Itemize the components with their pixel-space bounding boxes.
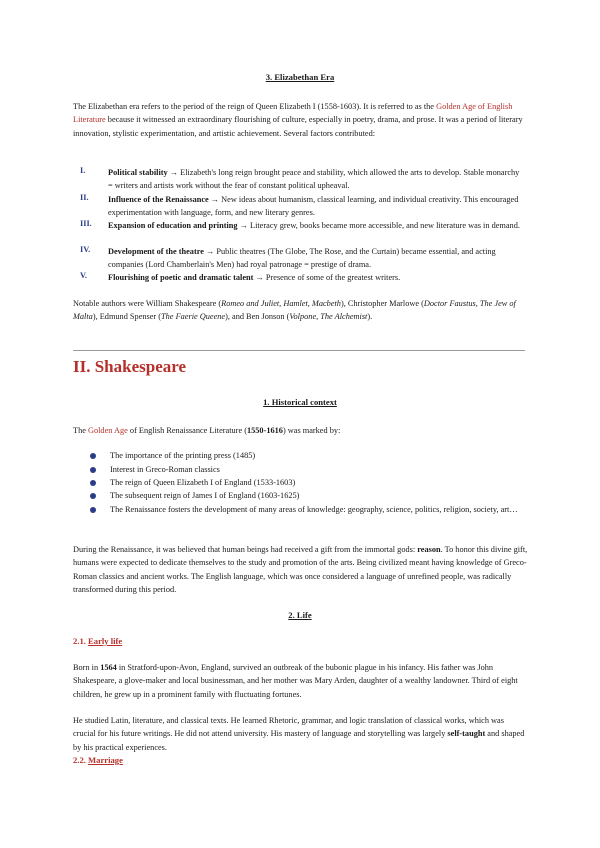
factor-numeral: V. bbox=[80, 271, 87, 280]
list-item: The Renaissance fosters the development of many areas of knowledge: geography, science, politics, religion, society, art… bbox=[110, 505, 518, 514]
list-item: The reign of Queen Elizabeth I of England (1533-1603) bbox=[110, 478, 296, 487]
bullet-dot bbox=[90, 493, 96, 499]
factor-numeral: IV. bbox=[80, 245, 91, 254]
bullet-dot bbox=[90, 467, 96, 473]
list-item: Interest in Greco-Roman classics bbox=[110, 465, 220, 474]
bullet-dot bbox=[90, 480, 96, 486]
factor-item: Development of the theatre → Public theatres (The Globe, The Rose, and the Curtain) became essential, and acting companies (Lord Chamberlain's Men) had royal patronage = prestige of drama. bbox=[108, 247, 496, 270]
factor-item: Flourishing of poetic and dramatic talent → Presence of some of the greatest writers. bbox=[108, 273, 401, 282]
section-heading-life: 2. Life bbox=[288, 610, 312, 620]
chapter-title-shakespeare: II. Shakespeare bbox=[73, 357, 187, 376]
education-paragraph: He studied Latin, literature, and classical texts. He learned Rhetoric, grammar, and logic translation of classical works, which was crucial for his future writings. He did not attend university. His mastery of language and storytelling was largely self-taught and shaped by his practical experiences. bbox=[73, 716, 525, 752]
bullet-dot bbox=[90, 453, 96, 459]
factor-item: Expansion of education and printing → Literacy grew, books became more accessible, and new literature was in demand. bbox=[108, 221, 520, 230]
section-heading-elizabethan-era: 3. Elizabethan Era bbox=[265, 72, 335, 82]
golden-age-highlight: Golden Age bbox=[87, 426, 128, 435]
factor-item: Influence of the Renaissance → New ideas about humanism, classical learning, and individual creativity. This encouraged experimentation with language, form, and new literary genres. bbox=[108, 195, 519, 218]
list-item: The subsequent reign of James I of England (1603-1625) bbox=[110, 491, 300, 500]
factor-item: Political stability → Elizabeth's long reign brought peace and stability, which allowed the arts to develop. Stable monarchy = writers and artists work without the fear of constant political upheaval. bbox=[108, 168, 520, 191]
subsection-heading-early-life: 2.1. Early life bbox=[73, 636, 123, 646]
golden-age-highlight: Golden Age of English Literature bbox=[73, 102, 513, 125]
factor-numeral: III. bbox=[80, 219, 92, 228]
section-heading-historical-context: 1. Historical context bbox=[263, 397, 337, 407]
early-life-paragraph: Born in 1564 in Stratford-upon-Avon, England, survived an outbreak of the bubonic plague in his infancy. His father was John Shakespeare, a glove-maker and local businessman, and her mother was Mary Arden, daughter of a wealthy landowner. Third of eight children, he grew up in a prominent family with fluctuating fortunes. bbox=[73, 663, 518, 699]
factor-numeral: I. bbox=[80, 166, 86, 175]
factor-numeral: II. bbox=[80, 193, 89, 202]
section-divider bbox=[73, 350, 525, 351]
notable-authors-paragraph: Notable authors were William Shakespeare (Romeo and Juliet, Hamlet, Macbeth), Christopher Marlowe (Doctor Faustus, The Jew of Malta), Edmund Spenser (The Faerie Queene), and Ben Jonson (Volpone, The Alchemist). bbox=[73, 299, 516, 322]
historical-intro-paragraph: The Golden Age of English Renaissance Literature (1550-1616) was marked by: bbox=[73, 426, 341, 435]
renaissance-paragraph: During the Renaissance, it was believed that human beings had received a gift from the immortal gods: reason. To honor this divine gift, humans were expected to dedicate themselves to the study and promotion of the arts. Being civilized meant having knowledge of Greco-Roman classics and ancient works. The English language, which was once considered a language of unrefined people, was radically transformed during this period. bbox=[73, 545, 528, 595]
bullet-dot bbox=[90, 507, 96, 513]
elizabethan-intro-paragraph: The Elizabethan era refers to the period of the reign of Queen Elizabeth I (1558-1603). It is referred to as the Golden Age of English Literature because it witnessed an extraordinary flourishing of culture, especially in poetry, drama, and prose. It was a period of literary innovation, stylistic experimentation, and artistic achievement. Several factors contributed: bbox=[73, 102, 523, 138]
list-item: The importance of the printing press (1485) bbox=[110, 451, 256, 460]
subsection-heading-marriage: 2.2. Marriage bbox=[73, 755, 123, 765]
